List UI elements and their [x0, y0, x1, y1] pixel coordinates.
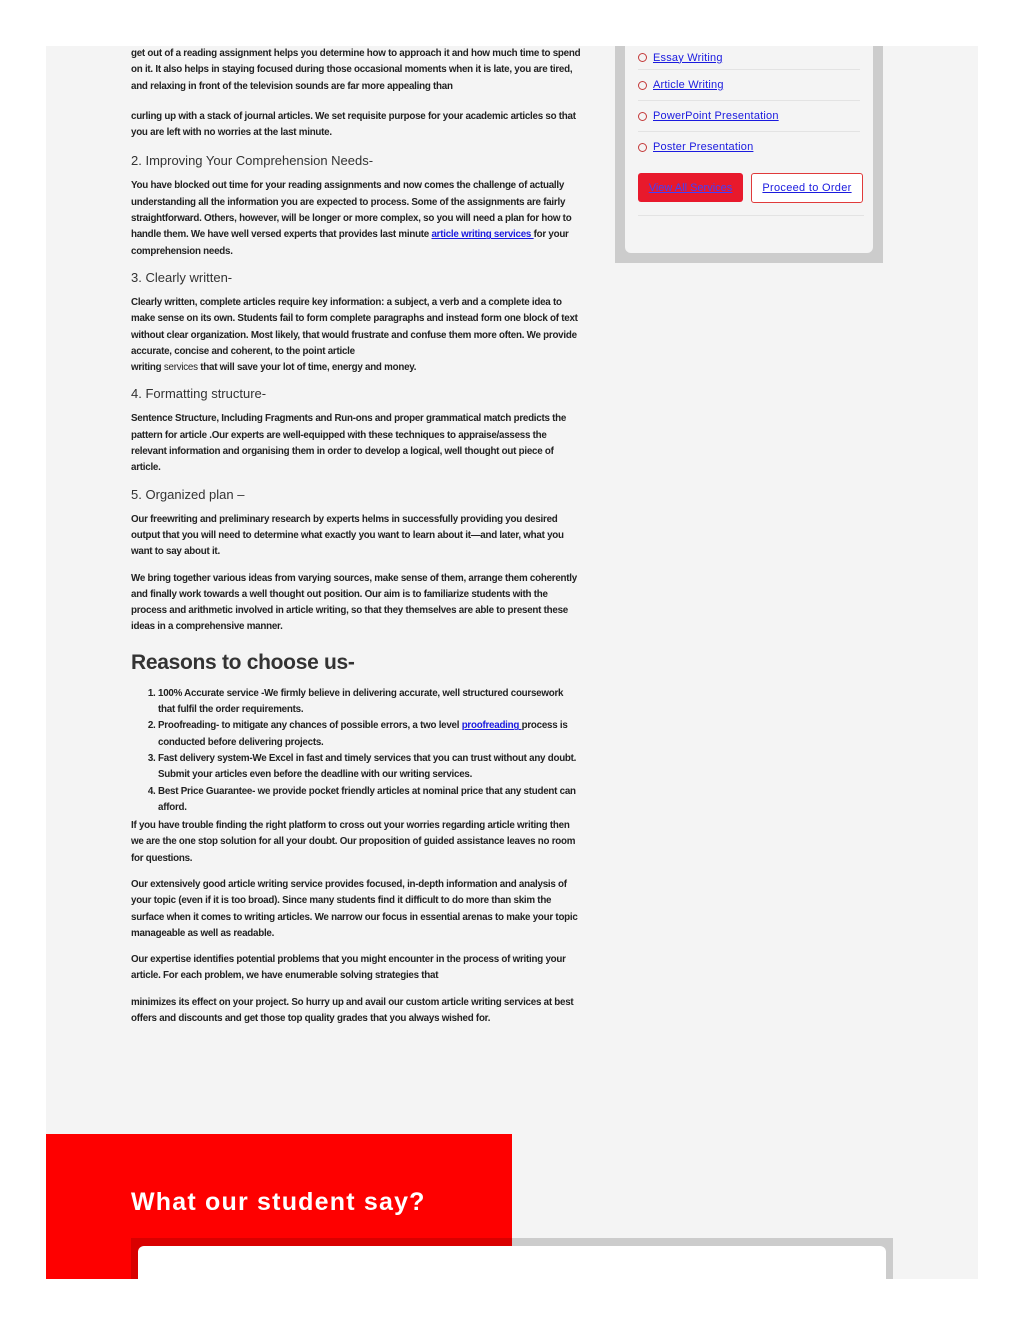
- article-writing-services-link[interactable]: article writing services: [431, 229, 534, 241]
- service-item-article-writing[interactable]: [638, 70, 860, 101]
- testimonial-card: [138, 1246, 886, 1279]
- radio-circle-icon: [638, 53, 647, 62]
- reasons-list: [131, 686, 581, 816]
- closing-paragraph-1: If you have trouble finding the right platform to cross out your worries regarding article writing then we are the one stop solution for all your doubt. Our proposition of guided assistance leaves no room for questions.: [131, 820, 576, 864]
- services-sidebar: [615, 46, 883, 263]
- services-list: [638, 46, 860, 162]
- page: [46, 46, 978, 1279]
- main-content: [131, 46, 581, 1037]
- list-item: 2. Proofreading- to mitigate any chances of possible errors, a two level proofreading process is conducted before delivering projects.: [158, 718, 581, 751]
- reasons-heading: Reasons to choose us-: [131, 650, 355, 674]
- sidebar-buttons: [638, 172, 864, 216]
- section-heading-clearly-written: 3. Clearly written-: [131, 269, 233, 285]
- section-text-comprehension: You have blocked out time for your reading assignments and now comes the challenge of actually understanding all the information you are expected to process. Some of the assignments are fairly straightforward. Others, however, will be longer or more complex, so you will need a plan for how to handle them. We have well versed experts that provides last minute article writing services for your comprehension needs.: [131, 180, 572, 257]
- section-heading-comprehension: 2. Improving Your Comprehension Needs-: [131, 153, 374, 169]
- radio-circle-icon: [638, 143, 647, 152]
- service-item-essay-writing[interactable]: [638, 46, 860, 70]
- view-all-services-button[interactable]: View All Services: [638, 173, 743, 202]
- section-text-organized-plan: Our freewriting and preliminary research by experts helms in successfully providing you desired output that you will need to determine what exactly you want to learn about it—and later, what you want to say about it.: [131, 513, 564, 558]
- list-item: 4. Best Price Guarantee- we provide pocket friendly articles at nominal price that any student can afford.: [158, 784, 581, 817]
- service-link[interactable]: Poster Presentation: [653, 141, 754, 153]
- intro-paragraph-2: curling up with a stack of journal articles. We set requisite purpose for your academic articles so that you are left with no worries at the last minute.: [131, 110, 576, 139]
- testimonials-title: What our student say?: [131, 1188, 426, 1216]
- proceed-to-order-button[interactable]: Proceed to Order: [751, 173, 863, 203]
- list-item: 3. Fast delivery system-We Excel in fast and timely services that you can trust without any doubt. Submit your articles even before the deadline with our writing services.: [158, 751, 581, 784]
- service-link[interactable]: Essay Writing: [653, 51, 723, 64]
- intro-paragraph-1: get out of a reading assignment helps you determine how to approach it and how much time to spend on it. It also helps in staying focused during those occasional moments when it is late, you are tired, and relaxing in front of the television sounds are far more appealing than: [131, 48, 581, 92]
- services-panel: [625, 46, 873, 253]
- radio-circle-icon: [638, 112, 647, 121]
- service-link[interactable]: Article Writing: [653, 79, 724, 91]
- list-item: 1. 100% Accurate service -We firmly believe in delivering accurate, well structured coursework that fulfil the order requirements.: [158, 686, 581, 719]
- section-heading-organized-plan: 5. Organized plan –: [131, 486, 245, 502]
- section-heading-formatting: 4. Formatting structure-: [131, 386, 267, 402]
- testimonials-section: [46, 1134, 978, 1279]
- radio-circle-icon: [638, 81, 647, 90]
- proofreading-link[interactable]: proofreading: [461, 720, 522, 732]
- closing-paragraph-2: Our extensively good article writing service provides focused, in-depth information and analysis of your topic (even if it is too broad). Since many students find it difficult to do more than skim the surface when it comes to writing articles. We narrow our focus in essential arenas to make your topic manageable as well as readable.: [131, 878, 578, 939]
- section-text-organized-plan-2: We bring together various ideas from varying sources, make sense of them, arrange them coherently and finally work towards a well thought out position. Our aim is to familiarize students with the process and arithmetic involved in article writing, so that they themselves are able to present these ideas in a comprehensive manner.: [131, 572, 577, 633]
- service-item-poster-presentation[interactable]: [638, 132, 860, 162]
- closing-paragraph-3: Our expertise identifies potential problems that you might encounter in the process of writing your article. For each problem, we have enumerable solving strategies that: [131, 954, 566, 982]
- section-text-formatting: Sentence Structure, Including Fragments and Run-ons and proper grammatical match predicts the pattern for article .Our experts are well-equipped with these techniques to appraise/assess the relevant information and organising them in order to develop a logical, well thought out piece of article.: [131, 413, 567, 474]
- closing-paragraph-4: minimizes its effect on your project. So hurry up and avail our custom article writing services at best offers and discounts and get those top quality grades that you always wished for.: [131, 996, 574, 1025]
- service-link[interactable]: PowerPoint Presentation: [653, 110, 779, 122]
- service-item-powerpoint-presentation[interactable]: [638, 101, 860, 132]
- section-text-clearly-written: Clearly written, complete articles require key information: a subject, a verb and a complete idea to make sense on its own. Students fail to form complete paragraphs and instead form one block of text without clear organization. Most likely, that would frustrate and confuse them more often. We provide accurate, concise and coherent, to the point article writing services that will save your lot of time, energy and money.: [131, 296, 578, 374]
